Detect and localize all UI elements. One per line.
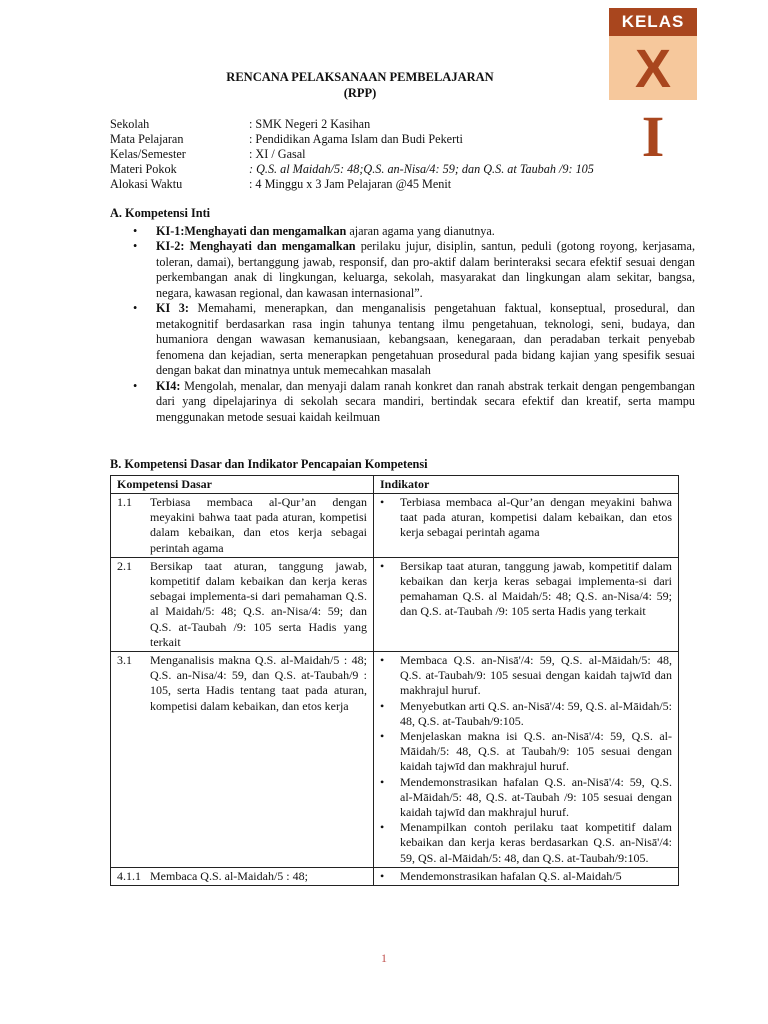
section-kompetensi-dasar xyxy=(110,457,695,886)
bullet-icon: • xyxy=(380,728,385,743)
identity-value: : Pendidikan Agama Islam dan Budi Pekerti xyxy=(249,132,463,146)
ki-list xyxy=(110,224,695,426)
kd-text: Menganalisis makna Q.S. al-Maidah/5 : 48; Q.S. an-Nisa/4: 59, dan Q.S. at-Taubah/9 : 105, serta Hadis tentang taat pada aturan, kompetisi dalam kebaikan, dan etos kerja xyxy=(150,652,367,713)
kd-cell xyxy=(111,493,374,557)
table-row xyxy=(111,867,679,885)
ki-item xyxy=(110,379,695,426)
identity-label: Alokasi Waktu xyxy=(110,177,183,191)
list-item xyxy=(378,775,672,821)
table-row xyxy=(111,493,679,557)
bullet-icon: • xyxy=(133,301,138,316)
bullet-icon: • xyxy=(380,698,385,713)
identity-row-mapel xyxy=(110,132,670,147)
kelas-badge-roman: I xyxy=(641,104,665,169)
bullet-icon: • xyxy=(380,652,385,667)
identity-row-kelas xyxy=(110,147,670,162)
list-item xyxy=(378,869,672,884)
ki-lead: KI 3: xyxy=(156,301,189,316)
identity-value: : XI / Gasal xyxy=(249,147,306,161)
bullet-icon: • xyxy=(133,239,138,254)
kd-number: 3.1 xyxy=(117,652,132,667)
indicator-text: Membaca Q.S. an-Nisā'/4: 59, Q.S. al-Māidah/5: 48, Q.S. at-Taubah/9: 105 sesuai dengan kaidah tajwīd dan makhrajul huruf. xyxy=(400,652,672,698)
ki-lead: KI-1:Menghayati dan mengamalkan xyxy=(156,223,347,238)
ki-item xyxy=(110,224,695,240)
kd-table-header xyxy=(111,475,679,493)
identity-value: : 4 Minggu x 3 Jam Pelajaran @45 Menit xyxy=(249,177,452,191)
ki-text: Mengolah, menalar, dan menyaji dalam ranah konkret dan ranah abstrak terkait dengan pengembangan dari yang dipelajarinya di sekolah secara mandiri, bertindak secara efektif dan kreatif, serta mampu menggunakan metode sesuai kaidah keilmuan xyxy=(156,378,695,424)
section-title: B. Kompetensi Dasar dan Indikator Pencapaian Kompetensi xyxy=(110,457,428,471)
header-kompetensi-dasar: Kompetensi Dasar xyxy=(111,475,374,493)
indicator-cell xyxy=(374,867,679,885)
kd-table xyxy=(110,475,679,886)
kd-cell xyxy=(111,651,374,867)
ki-item xyxy=(110,301,695,379)
table-row xyxy=(111,557,679,651)
bullet-icon: • xyxy=(380,868,385,883)
indicator-text: Menampilkan contoh perilaku taat kompetitif dalam kebaikan dan kerja keras berdasarkan Q.S. an-Nisā'/4: 59, QS. al-Māidah/5: 48, dan Q.S. at-Taubah/9:105. xyxy=(400,820,672,865)
list-item xyxy=(378,820,672,866)
indicator-text: Terbiasa membaca al-Qur’an dengan meyakini bahwa taat pada aturan, kompetisi dalam kebaikan, dan etos kerja sebagai perintah agama xyxy=(400,494,672,540)
bullet-icon: • xyxy=(133,223,138,238)
section-title: A. Kompetensi Inti xyxy=(110,206,211,220)
kelas-badge-letter: X xyxy=(609,36,697,100)
bullet-icon: • xyxy=(380,558,385,573)
kd-text: Bersikap taat aturan, tanggung jawab, kompetitif dalam kebaikan dan kerja keras sebagai implementa-si dari pemahaman Q.S. al Maidah/5: 48; Q.S. an-Nisa/4: 59; dan Q.S. at-Taubah /9: 105 serta Hadis yang terkait xyxy=(150,558,367,649)
kelas-badge-label: KELAS xyxy=(609,8,697,36)
list-item xyxy=(378,653,672,699)
section-kompetensi-inti xyxy=(110,206,695,425)
bullet-icon: • xyxy=(380,494,385,509)
document-title-line2: (RPP) xyxy=(343,85,377,100)
page-number: 1 xyxy=(381,951,387,965)
kd-text: Terbiasa membaca al-Qur’an dengan meyakini bahwa taat pada aturan, kompetisi dalam kebaikan, dan etos kerja sebagai perintah agama xyxy=(150,494,367,555)
indicator-text: Menjelaskan makna isi Q.S. an-Nisā'/4: 59, Q.S. al-Māidah/5: 48, Q.S. at Taubah/9: 105 sesuai dengan kaidah tajwīd dan makhrajul huruf. xyxy=(400,728,672,774)
bullet-icon: • xyxy=(380,774,385,789)
identity-label: Mata Pelajaran xyxy=(110,132,184,146)
ki-item xyxy=(110,239,695,301)
kd-text: Membaca Q.S. al-Maidah/5 : 48; xyxy=(150,868,308,883)
list-item xyxy=(378,729,672,775)
indicator-text: Mendemonstrasikan hafalan Q.S. an-Nisā'/4: 59, Q.S. al-Māidah/5: 48, Q.S. at-Taubah /9: 105 sesuai dengan kaidah tajwīd dan makhrajul huruf. xyxy=(400,774,672,819)
indicator-text: Bersikap taat aturan, tanggung jawab, kompetitif dalam kebaikan dan kerja keras sebagai implementa-si dari pemahaman Q.S. al Maidah/5: 48; Q.S. an-Nisa/4: 59; dan Q.S. at-Taubah /9: 105 serta Hadis yang terkait xyxy=(400,558,672,619)
indicator-text: Menyebutkan arti Q.S. an-Nisā'/4: 59, Q.S. al-Māidah/5: 48, Q.S. at-Taubah/9:105. xyxy=(400,698,672,728)
identity-row-materi xyxy=(110,162,670,177)
identity-label: Sekolah xyxy=(110,117,150,131)
indicator-cell xyxy=(374,651,679,867)
indicator-text: Mendemonstrasikan hafalan Q.S. al-Maidah/5 xyxy=(400,868,622,883)
kd-number: 2.1 xyxy=(117,558,132,573)
indicator-cell xyxy=(374,557,679,651)
kd-number: 1.1 xyxy=(117,494,132,509)
bullet-icon: • xyxy=(380,820,385,835)
identity-label: Kelas/Semester xyxy=(110,147,186,161)
identity-value: : SMK Negeri 2 Kasihan xyxy=(249,117,371,131)
bullet-icon: • xyxy=(133,378,138,393)
ki-text: perilaku jujur, disiplin, santun, peduli (gotong royong, kerjasama, toleran, damai), bertanggung jawab, responsif, dan pro-aktif dalam berinteraksi secara efektif sesuai dengan perkembangan anak di lingkungan, keluarga, sekolah, masyarakat dan lingkungan alam sekitar, bangsa, negara, kawasan regional, dan kawasan internasional”. xyxy=(156,239,695,300)
identity-row-sekolah xyxy=(110,117,670,132)
ki-text: ajaran agama yang dianutnya. xyxy=(346,223,495,238)
list-item xyxy=(378,495,672,541)
kd-cell xyxy=(111,867,374,885)
ki-text: Memahami, menerapkan, dan menganalisis pengetahuan faktual, konseptual, prosedural, dan metakognitif berdasarkan rasa ingin tahunya tentang ilmu pengetahuan, teknologi, seni, budaya, dan humaniora dengan wawasan kemanusiaan, kebangsaan, kenegaraan, dan peradaban terkait penyebab fenomena dan kejadian, serta menerapkan pengetahuan prosedural pada bidang kajian yang spesifik sesuai dengan bakat dan minatnya untuk memecahkan masalah xyxy=(156,301,695,378)
identity-label: Materi Pokok xyxy=(110,162,177,176)
ki-lead: KI4: xyxy=(156,378,181,393)
list-item xyxy=(378,699,672,729)
kelas-badge xyxy=(609,8,697,100)
header-indikator: Indikator xyxy=(374,475,679,493)
kd-number: 4.1.1 xyxy=(117,868,141,883)
identity-block xyxy=(110,117,670,192)
kd-cell xyxy=(111,557,374,651)
identity-value: : Q.S. al Maidah/5: 48;Q.S. an-Nisa/4: 59; dan Q.S. at Taubah /9: 105 xyxy=(249,162,594,176)
document-title-line1: RENCANA PELAKSANAAN PEMBELAJARAN xyxy=(226,70,494,84)
indicator-cell xyxy=(374,493,679,557)
table-row xyxy=(111,651,679,867)
list-item xyxy=(378,559,672,620)
document-title xyxy=(150,70,570,101)
identity-row-alokasi xyxy=(110,177,670,192)
ki-lead: KI-2: Menghayati dan mengamalkan xyxy=(156,239,356,254)
